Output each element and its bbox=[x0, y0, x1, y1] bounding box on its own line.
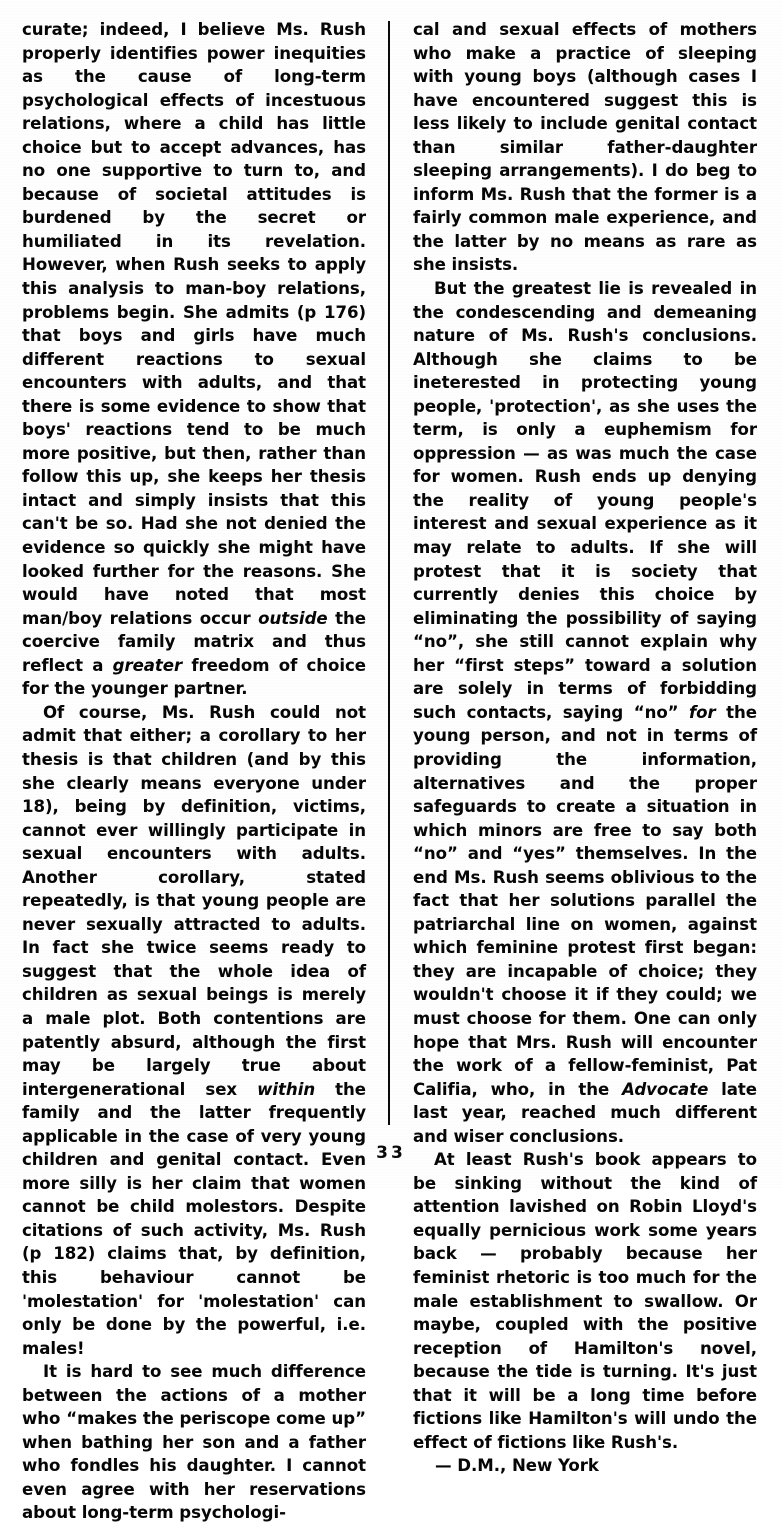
left-text-column bbox=[22, 18, 366, 1525]
paragraph-continued-from-previous-page: curate; indeed, I believe Ms. Rush properly identifies power inequities as the cause of long-term psychological effects of incestuous relations, where a child has little choice but to accept advances, has no one supportive to turn to, and because of societal attitudes is burdened by the secret or humiliated in its revelation. However, when Rush seeks to apply this analysis to man-boy relations, problems begin. She admits (p 176) that boys and girls have much different reactions to sexual encounters with adults, and that there is some evidence to show that boys' reactions tend to be much more positive, but then, rather than follow this up, she keeps her thesis intact and simply insists that this can't be so. Had she not denied the evidence so quickly she might have looked further for the reasons. She would have noted that most man/boy relations occur outside the coercive family matrix and thus reflect a greater freedom of choice for the younger partner. bbox=[22, 20, 366, 699]
paragraph-of-course: Of course, Ms. Rush could not admit that either; a corollary to her thesis is that children (and by this she clearly means everyone under 18), being by definition, victims, cannot ever willingly participate in sexual encounters with adults. Another corollary, stated repeatedly, is that young people are never sexually attracted to adults. In fact she twice seems ready to suggest that the whole idea of children as sexual beings is merely a male plot. Both contentions are patently absurd, although the first may be largely true about intergenerational sex within the family and the latter frequently applicable in the case of very young children and genital contact. Even more silly is her claim that women cannot be child molestors. Despite citations of such activity, Ms. Rush (p 182) claims that, by definition, this behaviour cannot be 'molestation' for 'molestation' can only be done by the powerful, i.e. males! bbox=[22, 702, 366, 1358]
paragraph-it-is-hard: It is hard to see much difference between the actions of a mother who “makes the periscope come up” when bathing her son and a father who fondles his daughter. I cannot even agree with her reservations about long-term psychologi- bbox=[22, 1362, 366, 1523]
emphasis-run: within bbox=[257, 1079, 316, 1099]
emphasis-run: greater bbox=[112, 655, 183, 675]
emphasis-run: for bbox=[689, 702, 716, 722]
emphasis-run: outside bbox=[258, 608, 328, 628]
column-divider-rule bbox=[388, 21, 390, 1125]
author-signature: — D.M., New York bbox=[435, 1456, 599, 1476]
page-number: 33 bbox=[376, 1143, 406, 1163]
right-text-column bbox=[413, 18, 757, 1478]
paragraph-but-the-greatest-lie: But the greatest lie is revealed in the condescending and demeaning nature of Ms. Rush's conclusions. Although she claims to be ineterested in protecting young people, 'protection', as she uses the term, is only a euphemism for oppression — as was much the case for women. Rush ends up denying the reality of young people's interest and sexual experience as it may relate to adults. If she will protest that it is society that currently denies this choice by eliminating the possibility of saying “no”, she still cannot explain why her “first steps” toward a solution are solely in terms of forbidding such contacts, saying “no” for the young person, and not in terms of providing the information, alternatives and the proper safeguards to create a situation in which minors are free to say both “no” and “yes” themselves. In the end Ms. Rush seems oblivious to the fact that her solutions parallel the patriarchal line on women, against which feminine protest first began: they are incapable of choice; they wouldn't choose it if they could; we must choose for them. One can only hope that Mrs. Rush will encounter the work of a fellow-feminist, Pat Califia, who, in the Advocate late last year, reached much different and wiser conclusions. bbox=[413, 279, 757, 1146]
paragraph-continued-from-left-column: cal and sexual effects of mothers who make a practice of sleeping with young boys (although cases I have encountered suggest this is less likely to include genital contact than similar father-daughter sleeping arrangements). I do beg to inform Ms. Rush that the former is a fairly common male experience, and the latter by no means as rare as she insists. bbox=[413, 20, 757, 275]
emphasis-run: Advocate bbox=[622, 1079, 709, 1099]
paragraph-at-least-rushs-book: At least Rush's book appears to be sinking without the kind of attention lavished on Robin Lloyd's equally pernicious work some years back — probably because her feminist rhetoric is too much for the male establishment to swallow. Or maybe, coupled with the positive reception of Hamilton's novel, because the tide is turning. It's just that it will be a long time before fictions like Hamilton's will undo the effect of fictions like Rush's. bbox=[413, 1150, 757, 1452]
